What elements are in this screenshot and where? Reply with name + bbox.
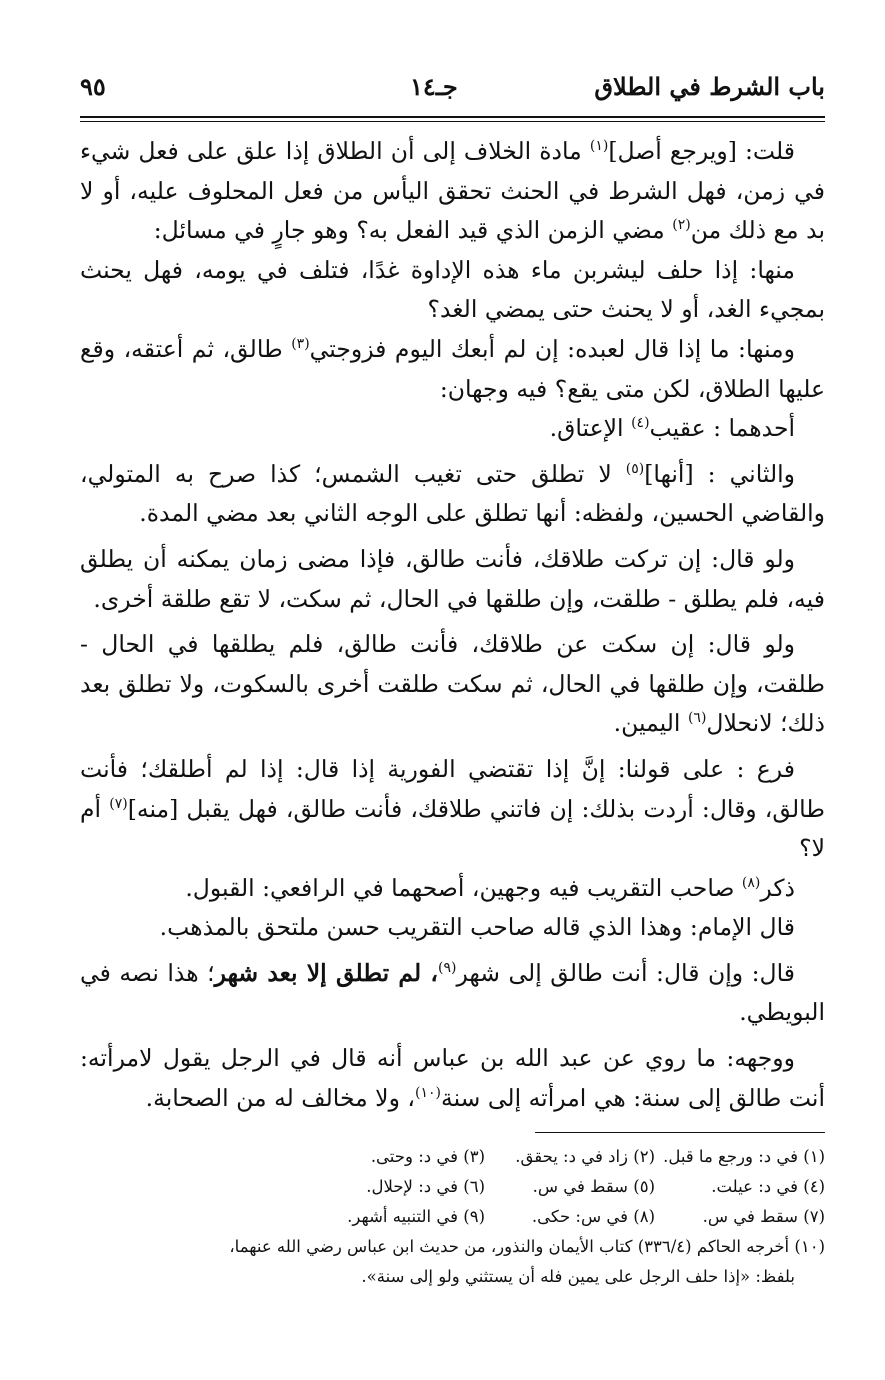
text-run: الإعتاق. xyxy=(549,414,632,443)
footnote: (٧) سقط في س. xyxy=(702,1207,825,1226)
footnote: (٤) في د: عيلت. xyxy=(711,1177,825,1196)
paragraph xyxy=(80,409,825,449)
text-run: فرع : على قولنا: إنَّ إذا تقتضي الفورية إذا قال: إذا لم أطلقك؛ فأنت طالق، وقال: أردت بذلك: إن فاتني طلاقك، فأنت طالق، فهل يقبل [منه] xyxy=(80,754,825,823)
text-run: قال: وإن قال: أنت طالق إلى شهر xyxy=(456,958,795,987)
footnote-ref: (٣) xyxy=(291,335,310,352)
text-run: والثاني : [أنها] xyxy=(644,459,795,488)
text-run: قلت: [ويرجع أصل] xyxy=(608,137,795,165)
text-run: طالق، ثم أعتقه، وقع عليها الطلاق، لكن متى يقع؟ فيه وجهان: xyxy=(80,334,825,403)
footnote-ref: (٥) xyxy=(625,460,645,477)
paragraph: ولو قال: إن تركت طلاقك، فأنت طالق، فإذا مضى زمان يمكنه أن يطلق فيه، فلم يطلق - طلقت، وإن طلقها في الحال، ثم سكت، لا تقع طلقة أخرى. xyxy=(80,544,825,613)
paragraph: قال الإمام: وهذا الذي قاله صاحب التقريب حسن ملتحق بالمذهب. xyxy=(159,913,795,942)
paragraph xyxy=(80,132,825,251)
footnote: (٣) في د: وحتى. xyxy=(370,1147,485,1166)
text-run: ذكر xyxy=(760,873,795,902)
footnote-long xyxy=(80,1232,825,1292)
page-number: ٩٥ xyxy=(80,72,106,101)
paragraph xyxy=(80,625,825,744)
text-run: صاحب التقريب فيه وجهين، أصحهما في الرافعي: القبول. xyxy=(185,873,742,902)
volume-number: جـ١٤ xyxy=(410,72,458,101)
footnote: (٦) في د: لإحلال. xyxy=(366,1177,485,1196)
page-header xyxy=(80,72,825,108)
header-rule-thin xyxy=(80,121,825,122)
text-run: ولو قال: إن سكت عن طلاقك، فأنت طالق، فلم يطلقها في الحال - طلقت، وإن طلقها في الحال، ثم سكت طلقت أخرى بالسكوت، ولا تطلق بعد ذلك؛ لانحلال xyxy=(80,630,825,738)
footnote-ref: (٤) xyxy=(631,415,650,432)
footnote-ref: (٨) xyxy=(741,874,761,891)
paragraph xyxy=(80,330,825,409)
text-run: اليمين. xyxy=(613,709,688,738)
footnote-ref: (٢) xyxy=(672,217,691,234)
paragraph xyxy=(80,455,825,534)
footnote: (١٠) أخرجه الحاكم (٣٣٦/٤) كتاب الأيمان والنذور، من حديث ابن عباس رضي الله عنهما، xyxy=(229,1237,825,1256)
footnote: (٩) في التنبيه أشهر. xyxy=(347,1207,485,1226)
footnote-row xyxy=(80,1172,825,1202)
bold-text-run: ، لم تطلق إلا بعد شهر xyxy=(214,958,438,987)
footnote-ref: (١) xyxy=(589,138,609,154)
main-text xyxy=(80,132,825,1118)
footnote: (١) في د: ورجع ما قبل. xyxy=(663,1147,825,1166)
footnote-row xyxy=(80,1142,825,1172)
paragraph xyxy=(80,750,825,869)
text-run: أحدهما : عقيب xyxy=(649,414,795,443)
footnote-separator xyxy=(535,1132,825,1133)
footnote-ref: (٧) xyxy=(109,795,128,812)
paragraph xyxy=(80,954,825,1033)
footnote-ref: (٩) xyxy=(437,959,457,976)
footnote: (٢) زاد في د: يحقق. xyxy=(515,1147,655,1166)
text-run: ، ولا مخالف له من الصحابة. xyxy=(145,1083,415,1112)
footnote: (٥) سقط في س. xyxy=(532,1177,655,1196)
footnote-row xyxy=(80,1202,825,1232)
paragraph xyxy=(80,869,825,909)
chapter-title: باب الشرط في الطلاق xyxy=(594,72,825,101)
footnote-ref: (١٠) xyxy=(414,1084,441,1101)
text-run: ومنها: ما إذا قال لعبده: إن لم أبعك اليوم فزوجتي xyxy=(309,334,795,363)
text-run: أم لا؟ xyxy=(80,794,825,863)
text-run: مضي الزمن الذي قيد الفعل به؟ وهو جارٍ في مسائل: xyxy=(153,216,673,245)
text-run: لا تطلق حتى تغيب الشمس؛ كذا صرح به المتولي، والقاضي الحسين، ولفظه: أنها تطلق على الوجه الثاني بعد مضي المدة. xyxy=(80,459,825,528)
header-rule-thick xyxy=(80,116,825,118)
footnote-continuation: بلفظ: «إذا حلف الرجل على يمين فله أن يستثني ولو إلى سنة». xyxy=(361,1267,795,1286)
footnote: (٨) في س: حكى. xyxy=(531,1207,655,1226)
text-run: ؛ هذا نصه في البويطي. xyxy=(80,958,825,1027)
footnotes xyxy=(80,1142,825,1292)
paragraph: منها: إذا حلف ليشربن ماء هذه الإداوة غدًا، فتلف في يومه، فهل يحنث بمجيء الغد، أو لا يحنث حتى يمضي الغد؟ xyxy=(80,255,825,324)
footnote-ref: (٦) xyxy=(687,710,707,727)
paragraph xyxy=(80,1039,825,1118)
text-run: ووجهه: ما روي عن عبد الله بن عباس أنه قال في الرجل يقول لامرأته: أنت طالق إلى سنة: هي امرأته إلى سنة xyxy=(80,1044,825,1112)
text-run: مادة الخلاف إلى أن الطلاق إذا علق على فعل شيء في زمن، فهل الشرط في الحنث تحقق اليأس من فعل المحلوف عليه، أو لا بد مع ذلك من xyxy=(80,137,825,245)
